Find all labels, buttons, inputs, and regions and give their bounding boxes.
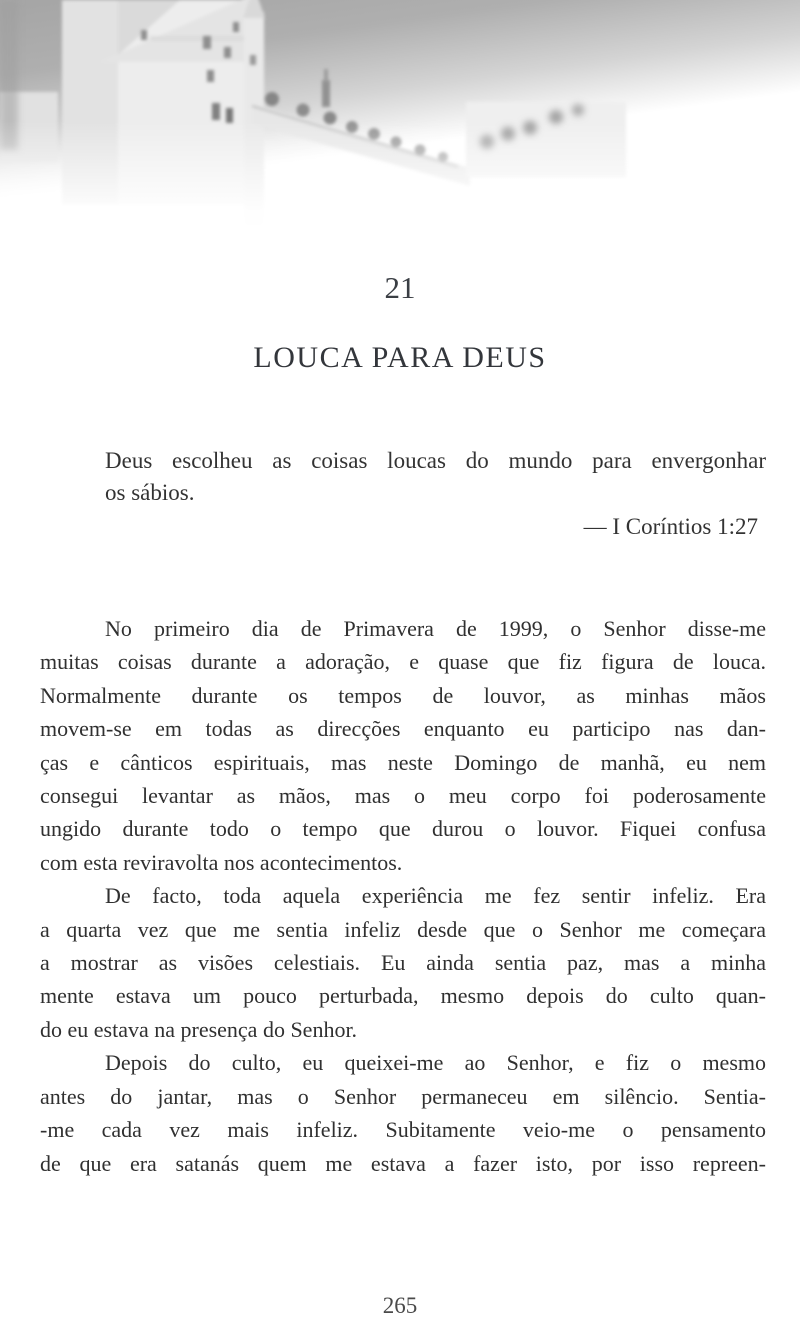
text-line: consegui levantar as mãos, mas o meu corpo foi poderosamente	[40, 783, 766, 809]
epigraph	[105, 445, 766, 543]
text-line: -me cada vez mais infeliz. Subitamente veio-me o pensamento	[40, 1117, 766, 1143]
body-text	[40, 612, 766, 1180]
paragraph	[40, 879, 766, 1046]
epigraph-attribution: — I Coríntios 1:27	[583, 514, 758, 539]
text-line: com esta reviravolta nos acontecimentos.	[40, 849, 403, 875]
text-line: do eu estava na presença do Senhor.	[40, 1016, 358, 1042]
text-line: mente estava um pouco perturbada, mesmo depois do culto quan-	[40, 983, 766, 1009]
epigraph-line: Deus escolheu as coisas loucas do mundo para envergonhar	[105, 448, 766, 473]
text-line: De facto, toda aquela experiência me fez sentir infeliz. Era	[105, 883, 766, 909]
paragraph	[40, 1046, 766, 1180]
text-line: antes do jantar, mas o Senhor permaneceu em silêncio. Sentia-	[40, 1083, 766, 1109]
castle-photo-art	[0, 0, 800, 240]
text-line: a mostrar as visões celestiais. Eu ainda sentia paz, mas a minha	[40, 950, 766, 976]
paragraph	[40, 612, 766, 879]
text-line: Depois do culto, eu queixei-me ao Senhor, e fiz o mesmo	[105, 1050, 766, 1076]
text-line: ungido durante todo o tempo que durou o louvor. Fiquei confusa	[40, 816, 766, 842]
castle-photo	[0, 0, 800, 240]
text-line: muitas coisas durante a adoração, e quase que fiz figura de louca.	[40, 649, 766, 675]
text-line: a quarta vez que me sentia infeliz desde que o Senhor me começara	[40, 916, 766, 942]
text-line: movem-se em todas as direcções enquanto eu participo nas dan-	[40, 716, 766, 742]
page-number: 265	[382, 1293, 418, 1318]
epigraph-line: os sábios.	[105, 480, 195, 505]
text-line: ças e cânticos espirituais, mas neste Domingo de manhã, eu nem	[40, 749, 766, 775]
text-line: No primeiro dia de Primavera de 1999, o Senhor disse-me	[105, 616, 766, 641]
text-line: de que era satanás quem me estava a fazer isto, por isso repreen-	[40, 1150, 766, 1176]
chapter-title: LOUCA PARA DEUS	[253, 341, 547, 374]
chapter-number: 21	[384, 270, 416, 305]
text-line: Normalmente durante os tempos de louvor, as minhas mãos	[40, 682, 766, 708]
